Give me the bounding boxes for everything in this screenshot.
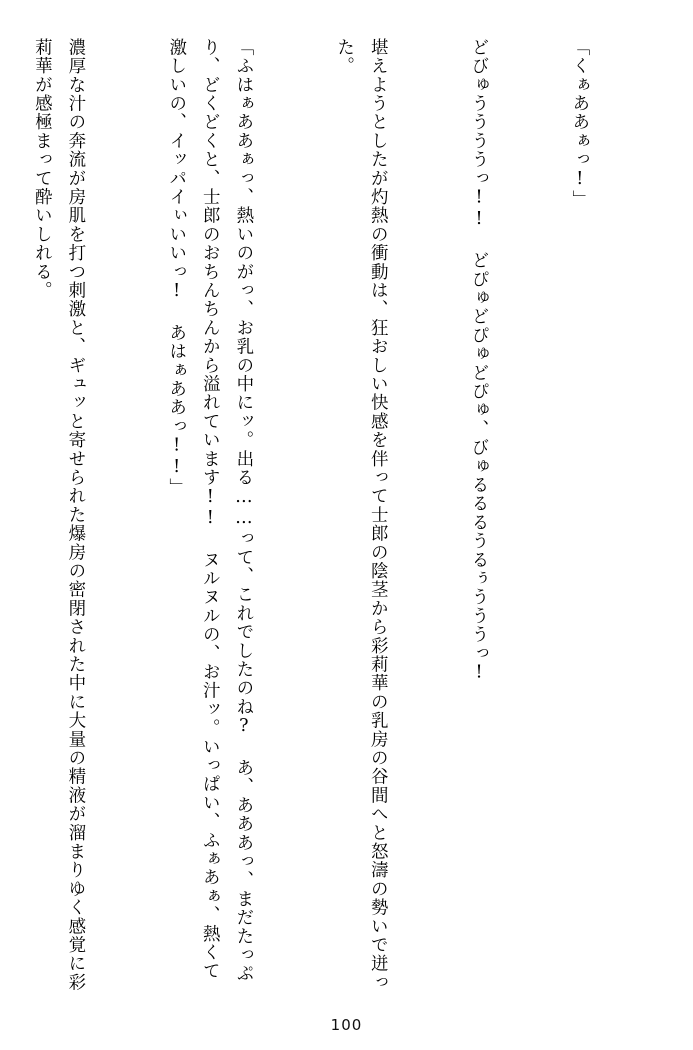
paragraph: 濃厚な汁の奔流が房肌を打つ刺激と、ギュッと寄せられた爆房の密閉された中に大量の精液が溜まりゆく感覚に彩莉華が感極まって酔いしれる。 xyxy=(32,38,86,992)
paragraph: 堪えようとしたが灼熱の衝動は、狂おしい快感を伴って士郎の陰茎から彩莉華の乳房の谷間へと怒濤の勢いで迸った。 xyxy=(334,38,389,992)
vertical-text-body xyxy=(30,38,663,998)
page-number: 100 xyxy=(330,1016,363,1034)
paragraph: 「ふはぁああぁっ、熱いのがっ、お乳の中にッ。出る……って、これでしたのね? あ、あああっ、まだたっぷり、どくどくと、士郎のおちんちんから溢れています!! ヌルヌルの、お汁ッ。いっぱい、ふぁあぁ、熱くて激しいの、イッパイぃいいっ! あはぁああっ!!」 xyxy=(166,38,254,983)
paragraph: 「くぁああぁっ!」 xyxy=(569,38,590,209)
paragraph: どびゅううううっ!! どぴゅどぴゅどぴゅ、びゅるるるうるぅうううっ! xyxy=(469,38,490,684)
